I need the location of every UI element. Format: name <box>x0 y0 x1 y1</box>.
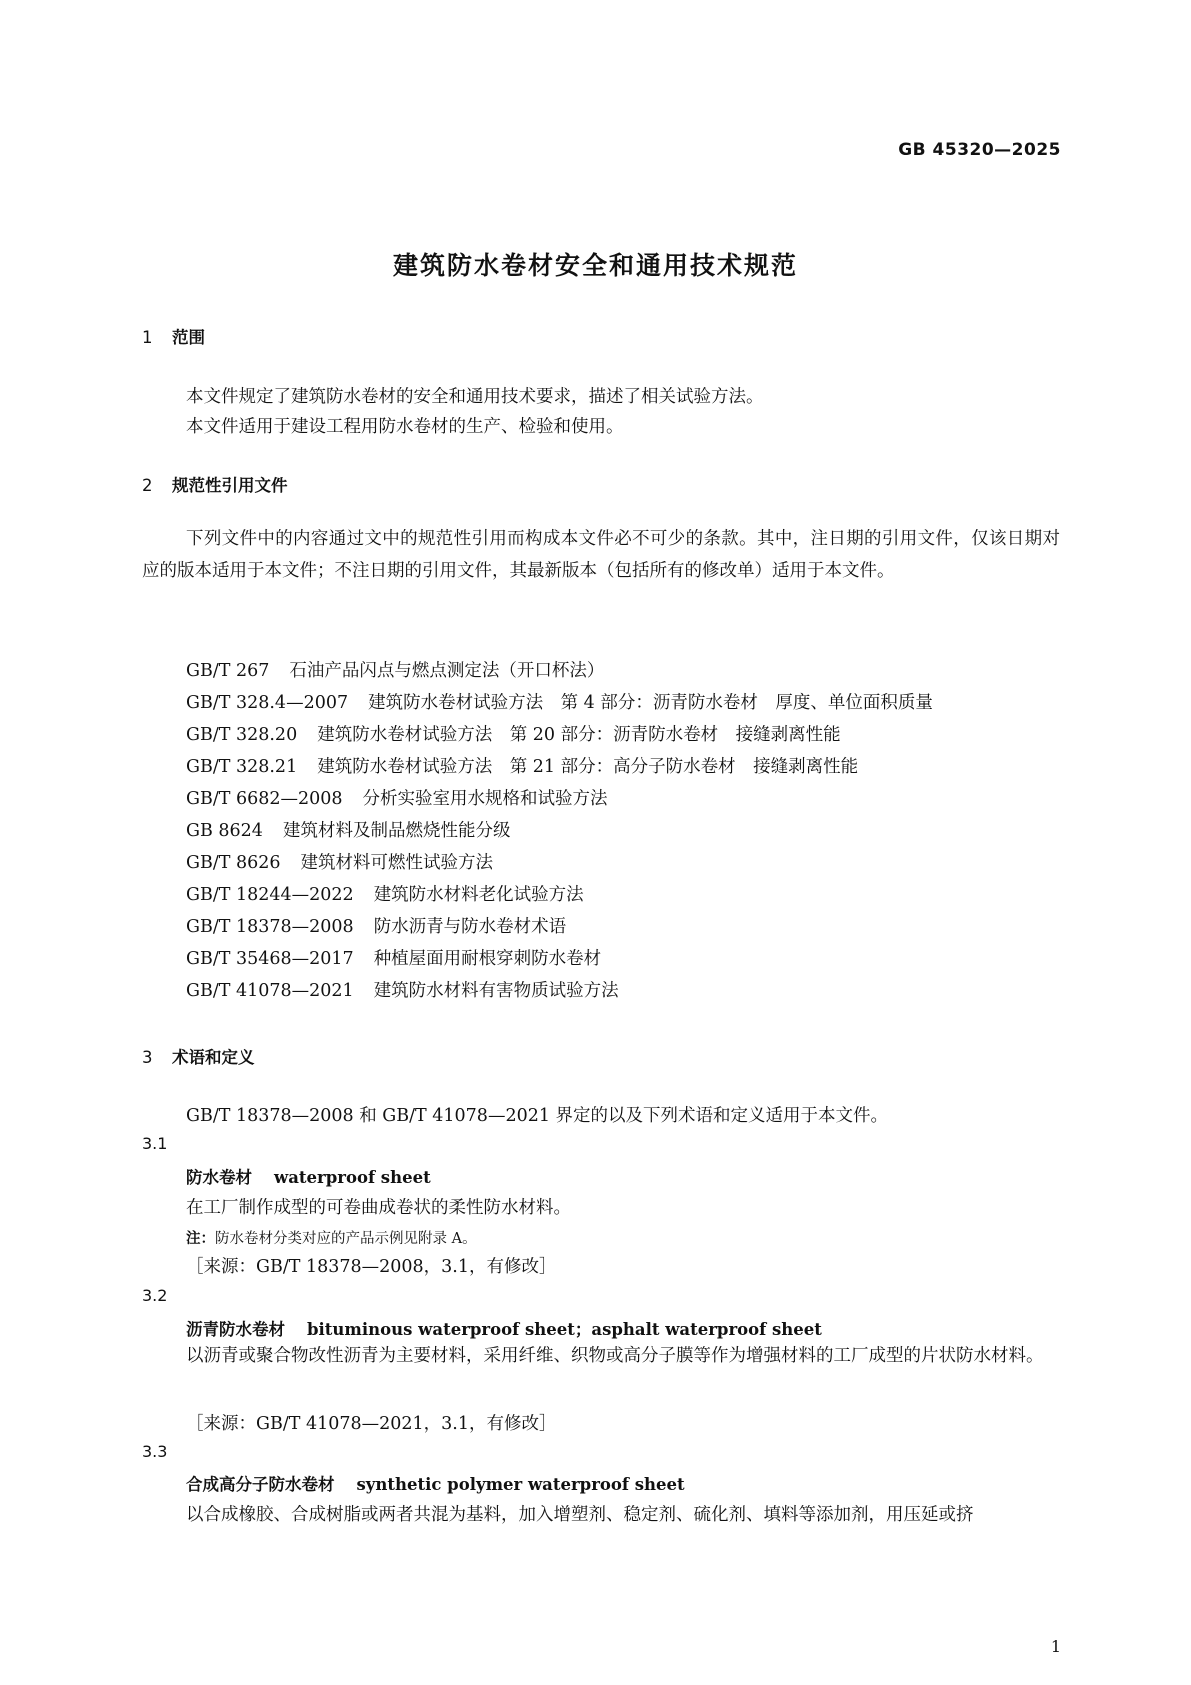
section-number: 2 <box>142 476 153 495</box>
page-number: 1 <box>1050 1637 1061 1656</box>
reference-title: 石油产品闪点与燃点测定法（开口杯法） <box>289 661 605 681</box>
reference-code: GB/T 41078—2021 <box>186 981 354 1001</box>
section-3-heading <box>142 1044 255 1068</box>
reference-code: GB/T 18244—2022 <box>186 885 354 905</box>
reference-code: GB/T 35468—2017 <box>186 949 354 969</box>
document-title: 建筑防水卷材安全和通用技术规范 <box>392 251 798 280</box>
reference-code: GB 8624 <box>186 821 263 841</box>
term-name-en: bituminous waterproof sheet；asphalt waterproof sheet <box>307 1320 822 1339</box>
reference-item <box>186 815 933 847</box>
reference-item <box>186 687 933 719</box>
term-definition: 以合成橡胶、合成树脂或两者共混为基料，加入增塑剂、稳定剂、硫化剂、填料等添加剂，用压延或挤 <box>186 1505 974 1525</box>
reference-title: 建筑材料及制品燃烧性能分级 <box>282 821 511 841</box>
reference-title: 建筑防水卷材试验方法 第 21 部分：高分子防水卷材 接缝剥离性能 <box>317 757 859 777</box>
reference-list <box>186 655 933 1007</box>
reference-item <box>186 783 933 815</box>
reference-title: 建筑防水材料有害物质试验方法 <box>373 981 619 1001</box>
section-1-heading <box>142 324 205 348</box>
standard-code: GB 45320—2025 <box>898 140 1061 160</box>
reference-code: GB/T 6682—2008 <box>186 789 343 809</box>
reference-item <box>186 911 933 943</box>
reference-item <box>186 943 933 975</box>
term-name-en: waterproof sheet <box>274 1168 431 1187</box>
section-number: 3 <box>142 1048 153 1067</box>
section-title: 规范性引用文件 <box>172 476 288 495</box>
reference-item <box>186 847 933 879</box>
term-name-zh: 防水卷材 <box>186 1168 252 1187</box>
terms-intro: GB/T 18378—2008 和 GB/T 41078—2021 界定的以及下列术语和定义适用于本文件。 <box>186 1106 889 1126</box>
reference-item <box>186 751 933 783</box>
reference-item <box>186 719 933 751</box>
reference-title: 建筑防水材料老化试验方法 <box>373 885 584 905</box>
term-name <box>186 1471 685 1495</box>
reference-title: 建筑防水卷材试验方法 第 4 部分：沥青防水卷材 厚度、单位面积质量 <box>368 693 933 713</box>
term-name-en: synthetic polymer waterproof sheet <box>356 1475 685 1494</box>
term-definition: 在工厂制作成型的可卷曲成卷状的柔性防水材料。 <box>186 1198 571 1218</box>
scope-paragraph-2: 本文件适用于建设工程用防水卷材的生产、检验和使用。 <box>186 417 624 437</box>
term-number: 3.3 <box>142 1442 168 1461</box>
term-name <box>186 1164 431 1188</box>
term-source: ［来源：GB/T 18378—2008，3.1，有修改］ <box>186 1257 557 1277</box>
reference-title: 防水沥青与防水卷材术语 <box>373 917 567 937</box>
reference-title: 建筑材料可燃性试验方法 <box>300 853 494 873</box>
reference-item <box>186 975 933 1007</box>
term-name-zh: 合成高分子防水卷材 <box>186 1475 335 1494</box>
reference-code: GB/T 328.4—2007 <box>186 693 349 713</box>
term-name-zh: 沥青防水卷材 <box>186 1320 285 1339</box>
term-source: ［来源：GB/T 41078—2021，3.1，有修改］ <box>186 1414 557 1434</box>
reference-code: GB/T 328.20 <box>186 725 298 745</box>
scope-paragraph-1: 本文件规定了建筑防水卷材的安全和通用技术要求，描述了相关试验方法。 <box>186 387 764 407</box>
reference-title: 种植屋面用耐根穿刺防水卷材 <box>373 949 602 969</box>
note-text: 防水卷材分类对应的产品示例见附录 A。 <box>215 1231 477 1247</box>
term-definition: 以沥青或聚合物改性沥青为主要材料，采用纤维、织物或高分子膜等作为增强材料的工厂成型的片状防水材料。 <box>186 1346 1044 1366</box>
reference-code: GB/T 8626 <box>186 853 281 873</box>
note-label: 注： <box>186 1231 215 1247</box>
term-name <box>186 1316 822 1340</box>
section-2-heading <box>142 472 288 496</box>
section-number: 1 <box>142 328 153 347</box>
reference-code: GB/T 328.21 <box>186 757 298 777</box>
section-title: 术语和定义 <box>172 1048 255 1067</box>
term-number: 3.1 <box>142 1134 168 1153</box>
normative-references-intro: 下列文件中的内容通过文中的规范性引用而构成本文件必不可少的条款。其中，注日期的引用文件，仅该日期对应的版本适用于本文件；不注日期的引用文件，其最新版本（包括所有的修改单）适用于本文件。 <box>142 529 1060 581</box>
reference-code: GB/T 18378—2008 <box>186 917 354 937</box>
term-note <box>186 1227 477 1248</box>
reference-item <box>186 879 933 911</box>
term-number: 3.2 <box>142 1286 168 1305</box>
section-title: 范围 <box>172 328 205 347</box>
reference-code: GB/T 267 <box>186 661 270 681</box>
reference-title: 分析实验室用水规格和试验方法 <box>362 789 608 809</box>
reference-item <box>186 655 933 687</box>
reference-title: 建筑防水卷材试验方法 第 20 部分：沥青防水卷材 接缝剥离性能 <box>317 725 841 745</box>
